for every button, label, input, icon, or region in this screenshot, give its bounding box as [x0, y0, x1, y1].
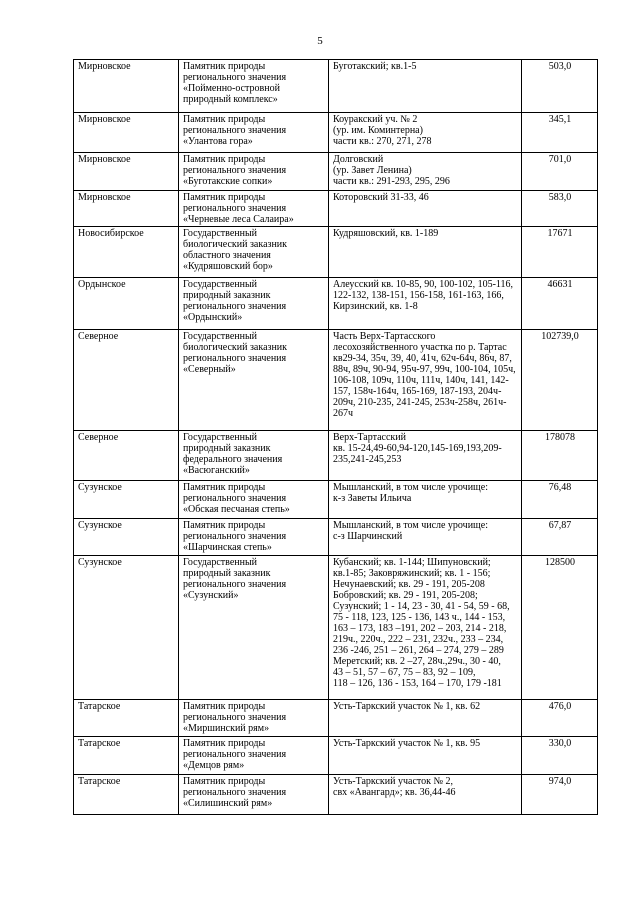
location-cell: Долговский (ур. Завет Ленина) части кв.: 291-293, 295, 296 [329, 153, 522, 191]
table-row [74, 60, 598, 113]
district-cell: Мирновское [74, 60, 179, 113]
table-row [74, 481, 598, 519]
district-cell: Мирновское [74, 153, 179, 191]
district-cell: Сузунское [74, 556, 179, 700]
area-cell: 330,0 [522, 737, 598, 775]
type-cell: Памятник природы регионального значения «Черневые леса Салаира» [179, 191, 329, 227]
location-cell: Буготакский; кв.1-5 [329, 60, 522, 113]
district-cell: Ордынское [74, 278, 179, 330]
table-row [74, 153, 598, 191]
district-cell: Сузунское [74, 519, 179, 556]
type-cell: Государственный биологический заказник регионального значения «Северный» [179, 330, 329, 431]
type-cell: Памятник природы регионального значения «Улантова гора» [179, 113, 329, 153]
district-cell: Северное [74, 431, 179, 481]
table-body [74, 60, 598, 815]
type-cell: Памятник природы регионального значения «Буготакские сопки» [179, 153, 329, 191]
district-cell: Северное [74, 330, 179, 431]
type-cell: Памятник природы регионального значения «Пойменно-островной природный комплекс» [179, 60, 329, 113]
type-cell: Памятник природы регионального значения «Силишинский рям» [179, 775, 329, 815]
type-cell: Памятник природы регионального значения «Обская песчаная степь» [179, 481, 329, 519]
type-cell: Государственный природный заказник федерального значения «Васюганский» [179, 431, 329, 481]
type-cell: Государственный природный заказник регионального значения «Сузунский» [179, 556, 329, 700]
table-row [74, 330, 598, 431]
district-cell: Мирновское [74, 113, 179, 153]
table-row [74, 191, 598, 227]
type-cell: Памятник природы регионального значения «Демцов рям» [179, 737, 329, 775]
area-cell: 17671 [522, 227, 598, 278]
location-cell: Усть-Таркский участок № 1, кв. 95 [329, 737, 522, 775]
area-cell: 46631 [522, 278, 598, 330]
table-row [74, 431, 598, 481]
location-cell: Коуракский уч. № 2 (ур. им. Коминтерна) части кв.: 270, 271, 278 [329, 113, 522, 153]
type-cell: Памятник природы регионального значения «Миршинский рям» [179, 700, 329, 737]
type-cell: Государственный природный заказник регионального значения «Ордынский» [179, 278, 329, 330]
table-row [74, 737, 598, 775]
table-row [74, 519, 598, 556]
location-cell: Верх-Тартасский кв. 15-24,49-60,94-120,145-169,193,209- 235,241-245,253 [329, 431, 522, 481]
district-cell: Татарское [74, 737, 179, 775]
location-cell: Которовский 31-33, 46 [329, 191, 522, 227]
area-cell: 345,1 [522, 113, 598, 153]
area-cell: 128500 [522, 556, 598, 700]
area-cell: 476,0 [522, 700, 598, 737]
location-cell: Усть-Таркский участок № 1, кв. 62 [329, 700, 522, 737]
table-row [74, 227, 598, 278]
table-row [74, 278, 598, 330]
type-cell: Памятник природы регионального значения «Шарчинская степь» [179, 519, 329, 556]
table-row [74, 556, 598, 700]
area-cell: 102739,0 [522, 330, 598, 431]
table-row [74, 113, 598, 153]
area-cell: 583,0 [522, 191, 598, 227]
protected-areas-table [73, 59, 598, 815]
location-cell: Алеусский кв. 10-85, 90, 100-102, 105-116, 122-132, 138-151, 156-158, 161-163, 166, Кирзинский, кв. 1-8 [329, 278, 522, 330]
district-cell: Мирновское [74, 191, 179, 227]
type-cell: Государственный биологический заказник областного значения «Кудряшовский бор» [179, 227, 329, 278]
area-cell: 178078 [522, 431, 598, 481]
table-row [74, 775, 598, 815]
location-cell: Усть-Таркский участок № 2, свх «Авангард»; кв. 36,44-46 [329, 775, 522, 815]
district-cell: Татарское [74, 775, 179, 815]
location-cell: Кубанский; кв. 1-144; Шипуновский; кв.1-85; Заковряжинский; кв. 1 - 156; Нечунаевский; кв. 29 - 191, 205-208 Бобровский; кв. 29 - 191, 205-208; Сузунский; 1 - 14, 23 - 30, 41 - 54, 59 - 68, 75 - 118, 123, 125 - 136, 143 ч., 144 - 153, 163 – 173, 183 –191, 202 – 203, 214 - 218, 219ч., 220ч., 222 – 231, 232ч., 233 – 234, 236 -246, 251 – 261, 264 – 274, 279 – 289 Меретский; кв. 2 –27, 28ч.,29ч., 30 - 40, 43 – 51, 57 – 67, 75 – 83, 92 – 109, 118 – 126, 136 - 153, 164 – 170, 179 -181 [329, 556, 522, 700]
location-cell: Кудряшовский, кв. 1-189 [329, 227, 522, 278]
district-cell: Новосибирское [74, 227, 179, 278]
area-cell: 67,87 [522, 519, 598, 556]
district-cell: Татарское [74, 700, 179, 737]
table-row [74, 700, 598, 737]
location-cell: Мышланский, в том числе урочище: к-з Заветы Ильича [329, 481, 522, 519]
area-cell: 76,48 [522, 481, 598, 519]
area-cell: 503,0 [522, 60, 598, 113]
location-cell: Часть Верх-Тартасского лесохозяйственного участка по р. Тартас кв29-34, 35ч, 39, 40, 41ч, 62ч-64ч, 86ч, 87, 88ч, 89ч, 90-94, 95ч-97, 99ч, 100-104, 105ч, 106-108, 109ч, 110ч, 111ч, 140ч, 141, 142- 157, 158ч-164ч, 165-169, 187-193, 204ч- 209ч, 210-235, 241-245, 253ч-258ч, 261ч- 267ч [329, 330, 522, 431]
area-cell: 974,0 [522, 775, 598, 815]
page-number: 5 [317, 35, 323, 47]
area-cell: 701,0 [522, 153, 598, 191]
location-cell: Мышланский, в том числе урочище: с-з Шарчинский [329, 519, 522, 556]
district-cell: Сузунское [74, 481, 179, 519]
